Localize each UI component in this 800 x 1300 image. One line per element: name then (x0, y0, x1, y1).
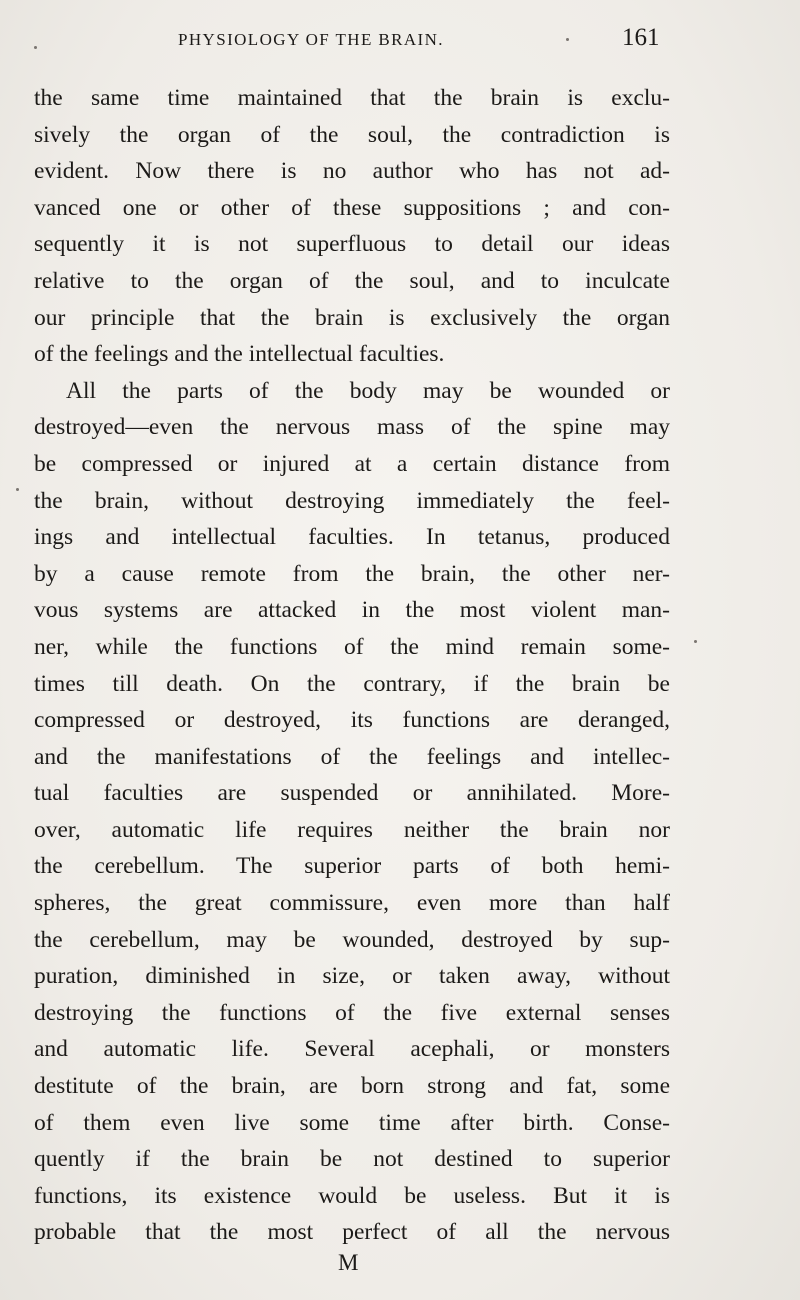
text-line: quently if the brain be not destined to superior (34, 1146, 670, 1173)
paper-speck (566, 38, 569, 41)
text-line: and the manifestations of the feelings and intellec- (34, 743, 670, 770)
text-line: destroyed—even the nervous mass of the spine may (34, 414, 670, 441)
text-line: sequently it is not superfluous to detail our ideas (34, 231, 670, 258)
text-line: compressed or destroyed, its functions are deranged, (34, 707, 670, 734)
paragraph-start-line: All the parts of the body may be wounded or (66, 377, 670, 404)
text-line: vanced one or other of these suppositions ; and con- (34, 194, 670, 221)
text-line: tual faculties are suspended or annihilated. More- (34, 780, 670, 807)
text-line: relative to the organ of the soul, and to inculcate (34, 267, 670, 294)
text-line: and automatic life. Several acephali, or monsters (34, 1036, 670, 1063)
text-line: spheres, the great commissure, even more than half (34, 890, 670, 917)
text-line: sively the organ of the soul, the contradiction is (34, 121, 670, 148)
text-line: times till death. On the contrary, if the brain be (34, 670, 670, 697)
paper-speck (34, 46, 37, 49)
paper-speck (16, 488, 19, 491)
running-title: PHYSIOLOGY OF THE BRAIN. (178, 30, 444, 49)
text-line: functions, its existence would be useless. But it is (34, 1182, 670, 1209)
page-number: 161 (622, 24, 660, 51)
body-text (34, 80, 670, 1251)
text-line: the brain, without destroying immediately the feel- (34, 487, 670, 514)
text-line: the cerebellum, may be wounded, destroyed by sup- (34, 926, 670, 953)
text-line: by a cause remote from the brain, the other ner- (34, 560, 670, 587)
paragraph-end-line: of the feelings and the intellectual faculties. (34, 341, 445, 368)
text-line: be compressed or injured at a certain distance from (34, 450, 670, 477)
text-line: the same time maintained that the brain is exclu- (34, 85, 670, 111)
text-line: ings and intellectual faculties. In tetanus, produced (34, 524, 670, 551)
text-line: the cerebellum. The superior parts of both hemi- (34, 853, 670, 880)
text-line: evident. Now there is no author who has not ad- (34, 158, 670, 185)
text-line: puration, diminished in size, or taken away, without (34, 963, 670, 990)
text-line: vous systems are attacked in the most violent man- (34, 597, 670, 624)
signature-mark: M (338, 1250, 359, 1275)
running-head (0, 22, 800, 62)
paper-speck (694, 640, 697, 643)
text-line: over, automatic life requires neither the brain nor (34, 816, 670, 843)
text-line: ner, while the functions of the mind remain some- (34, 633, 670, 660)
text-line: our principle that the brain is exclusively the organ (34, 304, 670, 331)
text-line: destroying the functions of the five external senses (34, 999, 670, 1026)
text-line: destitute of the brain, are born strong and fat, some (34, 1073, 670, 1100)
text-line: of them even live some time after birth. Conse- (34, 1109, 670, 1136)
text-line: probable that the most perfect of all the nervous (34, 1219, 670, 1246)
